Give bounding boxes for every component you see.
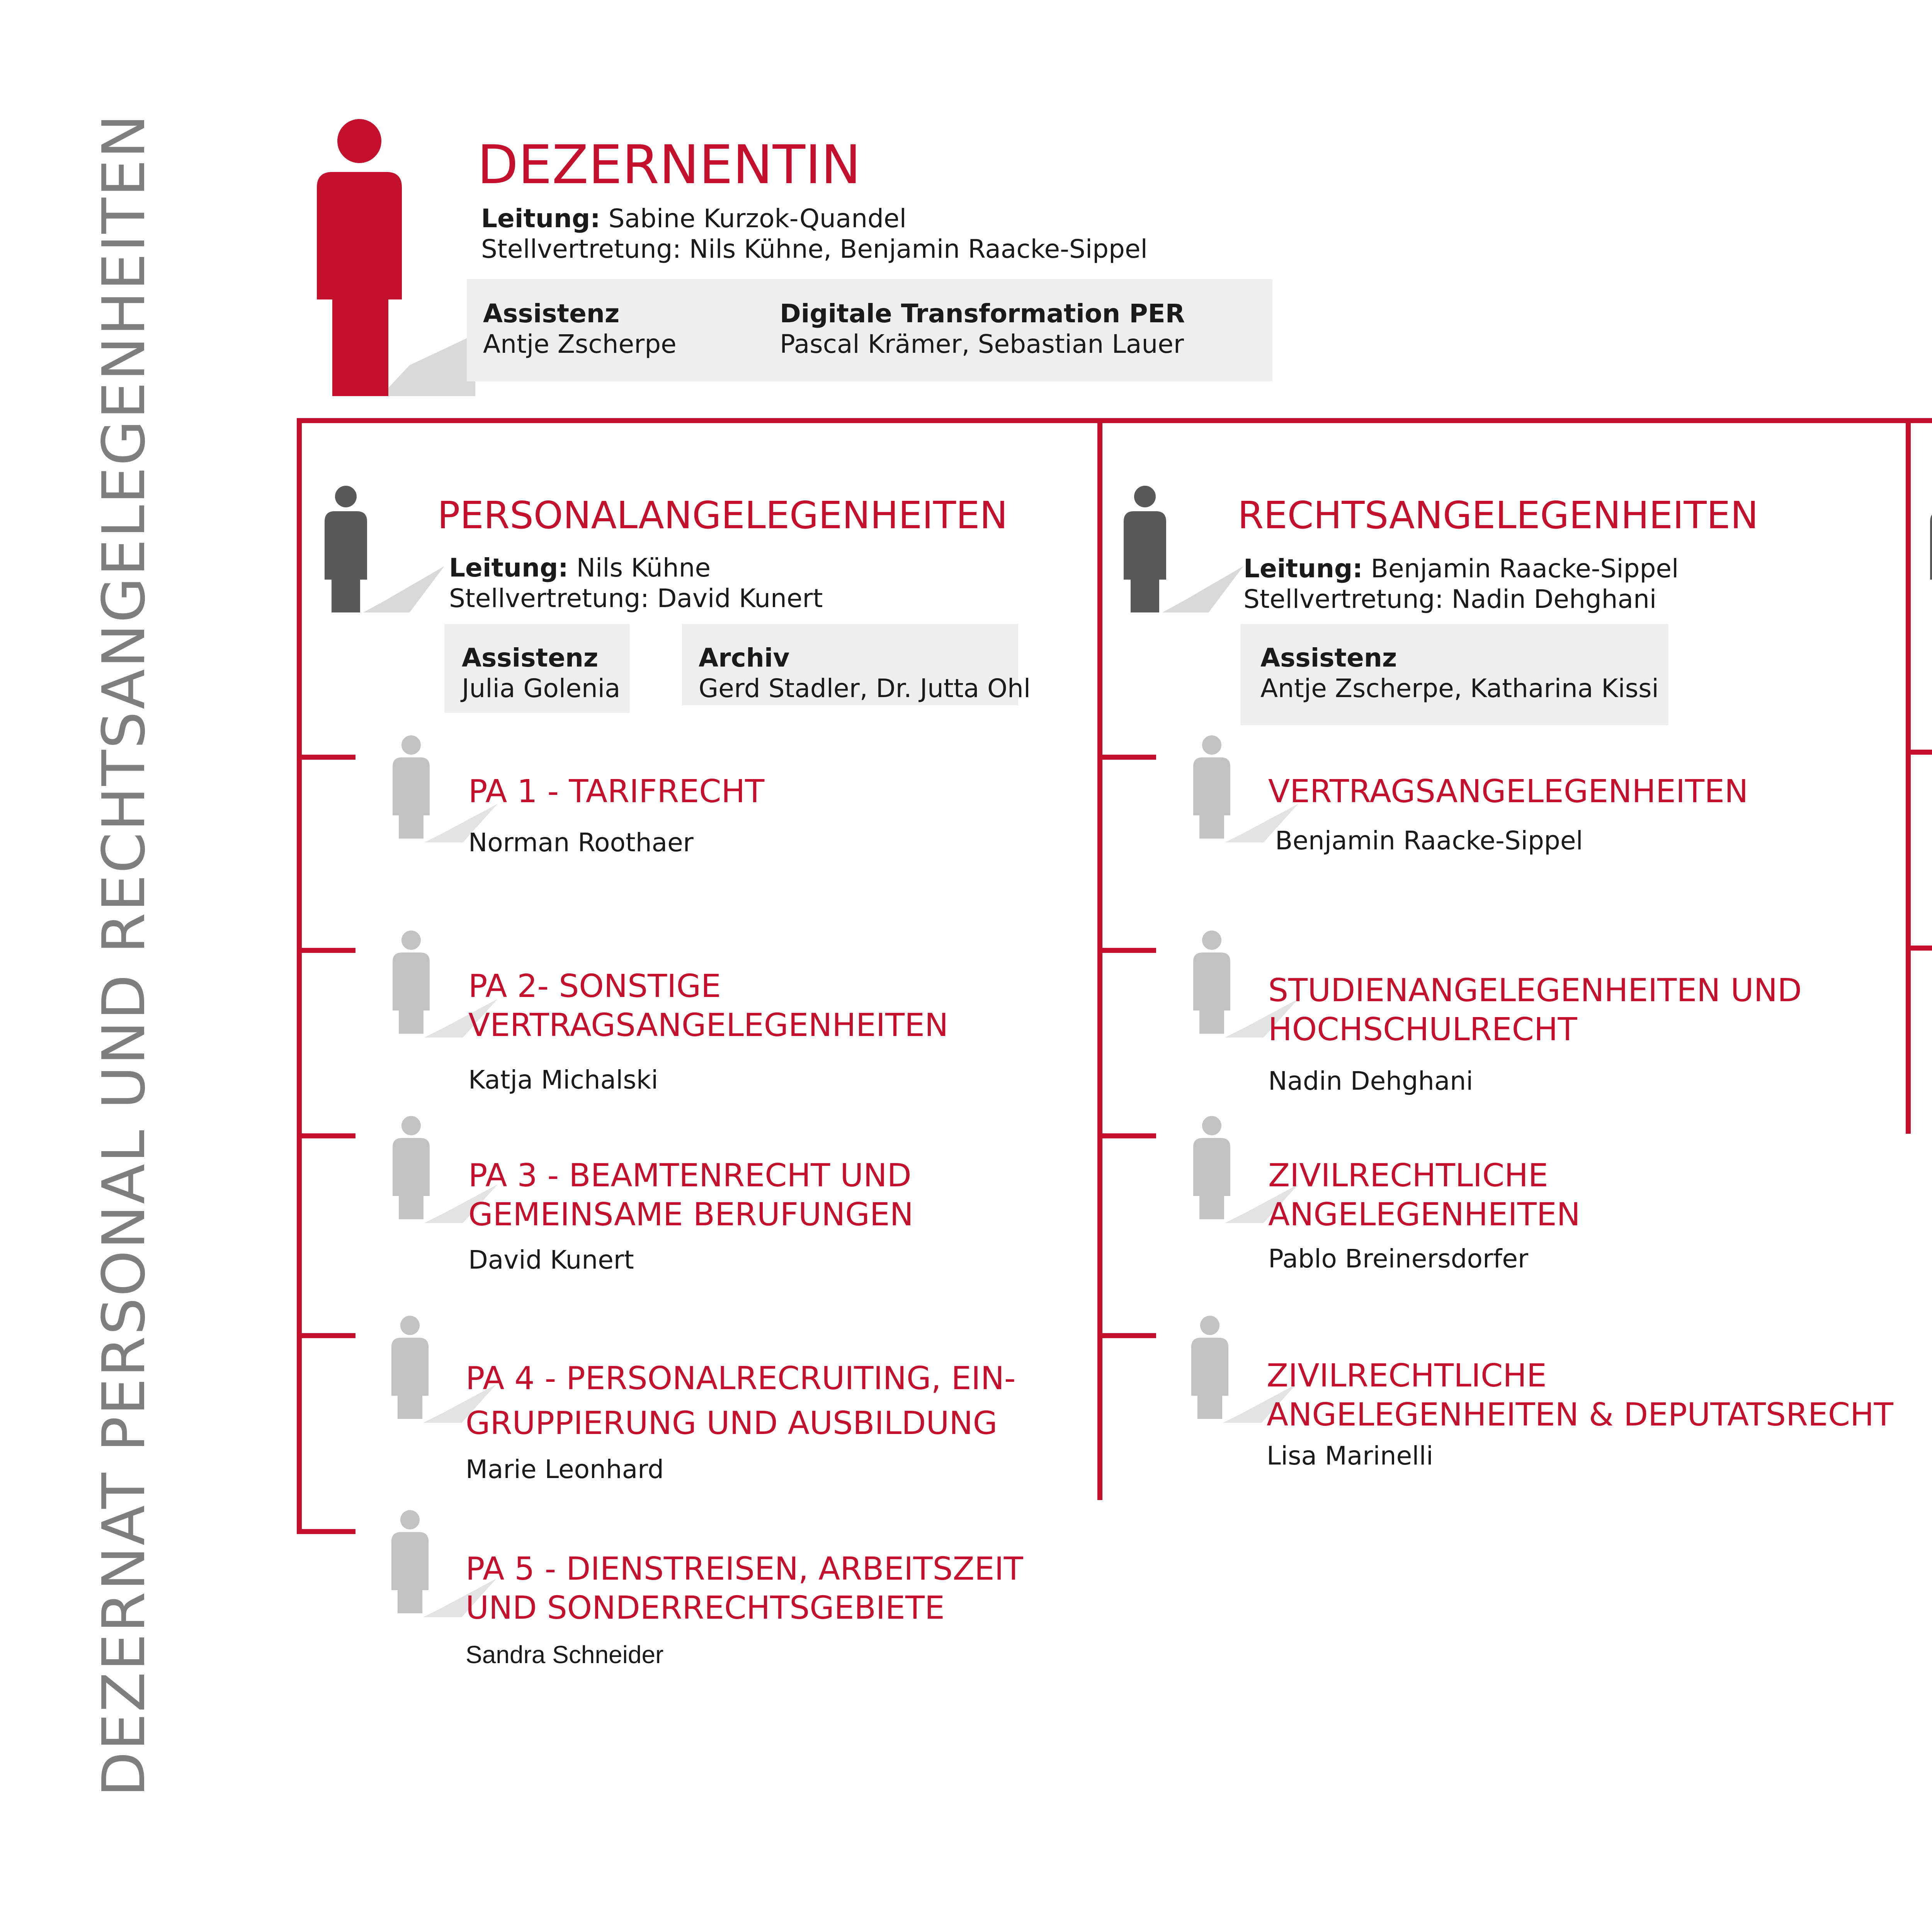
top-digital-names: Pascal Krämer, Sebastian Lauer: [780, 329, 1184, 359]
connector-horizontal: [297, 418, 1932, 423]
dept2-unit-tick: [1097, 755, 1156, 760]
dept2-unit-title: [1268, 772, 1748, 811]
person-dark-icon: [1922, 485, 1932, 612]
dept1-title: PERSONALANGELEGENHEITEN: [437, 493, 1008, 537]
dept1-unit-title: [468, 967, 948, 1045]
top-assistenz: [483, 298, 677, 359]
unit-title-line: ZIVILRECHTLICHE: [1268, 1157, 1548, 1194]
dept2-unit-tick: [1097, 1333, 1156, 1338]
unit-title-line: ANGELEGENHEITEN: [1268, 1196, 1580, 1233]
unit-title-line: PA 4 - PERSONALRECRUITING, EIN-: [466, 1360, 1016, 1397]
unit-title-line: HOCHSCHULRECHT: [1268, 1011, 1577, 1048]
unit-title-line: PA 2- SONSTIGE: [468, 968, 721, 1005]
person-dark-icon: [1116, 485, 1243, 612]
dept3-unit-tick: [1906, 750, 1932, 755]
dept2-unit-person: Benjamin Raacke-Sippel: [1275, 826, 1583, 856]
top-title: DEZERNENTIN: [477, 134, 861, 196]
dept2-assistenz-label: Assistenz: [1260, 643, 1397, 673]
dept2-assistenz-value: Antje Zscherpe, Katharina Kissi: [1260, 674, 1659, 703]
dept2-leitung-name: Benjamin Raacke-Sippel: [1371, 554, 1679, 583]
top-assistenz-label: Assistenz: [483, 299, 620, 328]
dept2-unit-title: [1267, 1356, 1893, 1434]
unit-title-line: ANGELEGENHEITEN & DEPUTATSRECHT: [1267, 1397, 1893, 1433]
connector-dept1-vertical: [297, 418, 302, 1534]
unit-title-line: UND SONDERRECHTSGEBIETE: [466, 1590, 945, 1626]
unit-title-line: STUDIENANGELEGENHEITEN UND: [1268, 972, 1802, 1009]
dept2-leitung-label: Leitung:: [1243, 554, 1363, 583]
person-shadow: [1162, 566, 1243, 612]
top-leitung-label: Leitung:: [481, 204, 600, 233]
dept2-unit-title: [1268, 971, 1802, 1049]
top-stellvertretung: Stellvertretung: Nils Kühne, Benjamin Raacke-Sippel: [481, 234, 1148, 264]
dept1-unit-tick: [297, 948, 355, 953]
dept1-unit-person: Katja Michalski: [468, 1065, 658, 1095]
dept1-unit-title: [466, 1550, 1023, 1628]
side-title: DEZERNAT PERSONAL UND RECHTSANGELEGENHEITEN: [90, 113, 158, 1797]
connector-dept3-vertical: [1906, 418, 1911, 1134]
dept1-unit-tick: [297, 1529, 355, 1534]
dept1-unit-person: Marie Leonhard: [466, 1454, 664, 1484]
dept1-assistenz-value: Julia Golenia: [462, 674, 621, 703]
dept2-unit-title: [1268, 1156, 1580, 1234]
dept1-stellvertretung: Stellvertretung: David Kunert: [449, 583, 823, 613]
dept2-stellvertretung: Stellvertretung: Nadin Dehghani: [1243, 584, 1657, 614]
unit-title-line: PA 3 - BEAMTENRECHT UND: [468, 1157, 912, 1194]
dept2-unit-tick: [1097, 948, 1156, 953]
unit-title-line: VERTRAGSANGELEGENHEITEN: [468, 1007, 949, 1044]
dept1-unit-person: Sandra Schneider: [466, 1641, 664, 1669]
top-digital: [780, 298, 1185, 359]
dept1-archiv-value: Gerd Stadler, Dr. Jutta Ohl: [699, 674, 1031, 703]
top-leitung-name: Sabine Kurzok-Quandel: [608, 204, 906, 233]
dept1-archiv: [699, 643, 1031, 704]
dept1-leitung-name: Nils Kühne: [576, 553, 711, 583]
top-leitung: [481, 203, 906, 234]
person-shadow: [363, 566, 444, 612]
dept2-leitung: [1243, 553, 1679, 584]
dept1-leitung-label: Leitung:: [449, 553, 568, 583]
dept2-assistenz: [1260, 643, 1659, 704]
dept1-assistenz-label: Assistenz: [462, 643, 599, 673]
person-red-icon: [294, 118, 475, 396]
dept1-archiv-label: Archiv: [699, 643, 790, 673]
dept1-unit-tick: [297, 1133, 355, 1138]
dept2-unit-person: Lisa Marinelli: [1267, 1441, 1434, 1471]
dept2-unit-person: Pablo Breinersdorfer: [1268, 1244, 1529, 1274]
dept2-title: RECHTSANGELEGENHEITEN: [1238, 493, 1759, 537]
dept1-assistenz: [462, 643, 620, 704]
unit-title-line: GRUPPIERUNG UND AUSBILDUNG: [466, 1405, 998, 1442]
dept1-unit-tick: [297, 1333, 355, 1338]
unit-title-line: ZIVILRECHTLICHE: [1267, 1357, 1547, 1394]
unit-title-line: GEMEINSAME BERUFUNGEN: [468, 1196, 914, 1233]
unit-title-line: VERTRAGSANGELEGENHEITEN: [1268, 773, 1748, 810]
person-dark-icon: [317, 485, 444, 612]
dept1-unit-title: [468, 1156, 913, 1234]
dept2-unit-tick: [1097, 1133, 1156, 1138]
person-shadow: [381, 334, 475, 396]
top-digital-label: Digitale Transformation PER: [780, 299, 1185, 328]
dept3-unit-tick: [1906, 946, 1932, 951]
unit-title-line: PA 1 - TARIFRECHT: [468, 773, 765, 810]
dept1-unit-title: [468, 772, 764, 811]
unit-title-line: PA 5 - DIENSTREISEN, ARBEITSZEIT: [466, 1551, 1023, 1587]
dept1-unit-tick: [297, 755, 355, 760]
dept1-unit-person: Norman Roothaer: [468, 828, 694, 857]
dept2-unit-person: Nadin Dehghani: [1268, 1066, 1473, 1096]
dept1-unit-person: David Kunert: [468, 1245, 634, 1275]
dept1-unit-title: [466, 1356, 1016, 1446]
top-assistenz-name: Antje Zscherpe: [483, 329, 677, 359]
dept1-leitung: [449, 553, 711, 583]
